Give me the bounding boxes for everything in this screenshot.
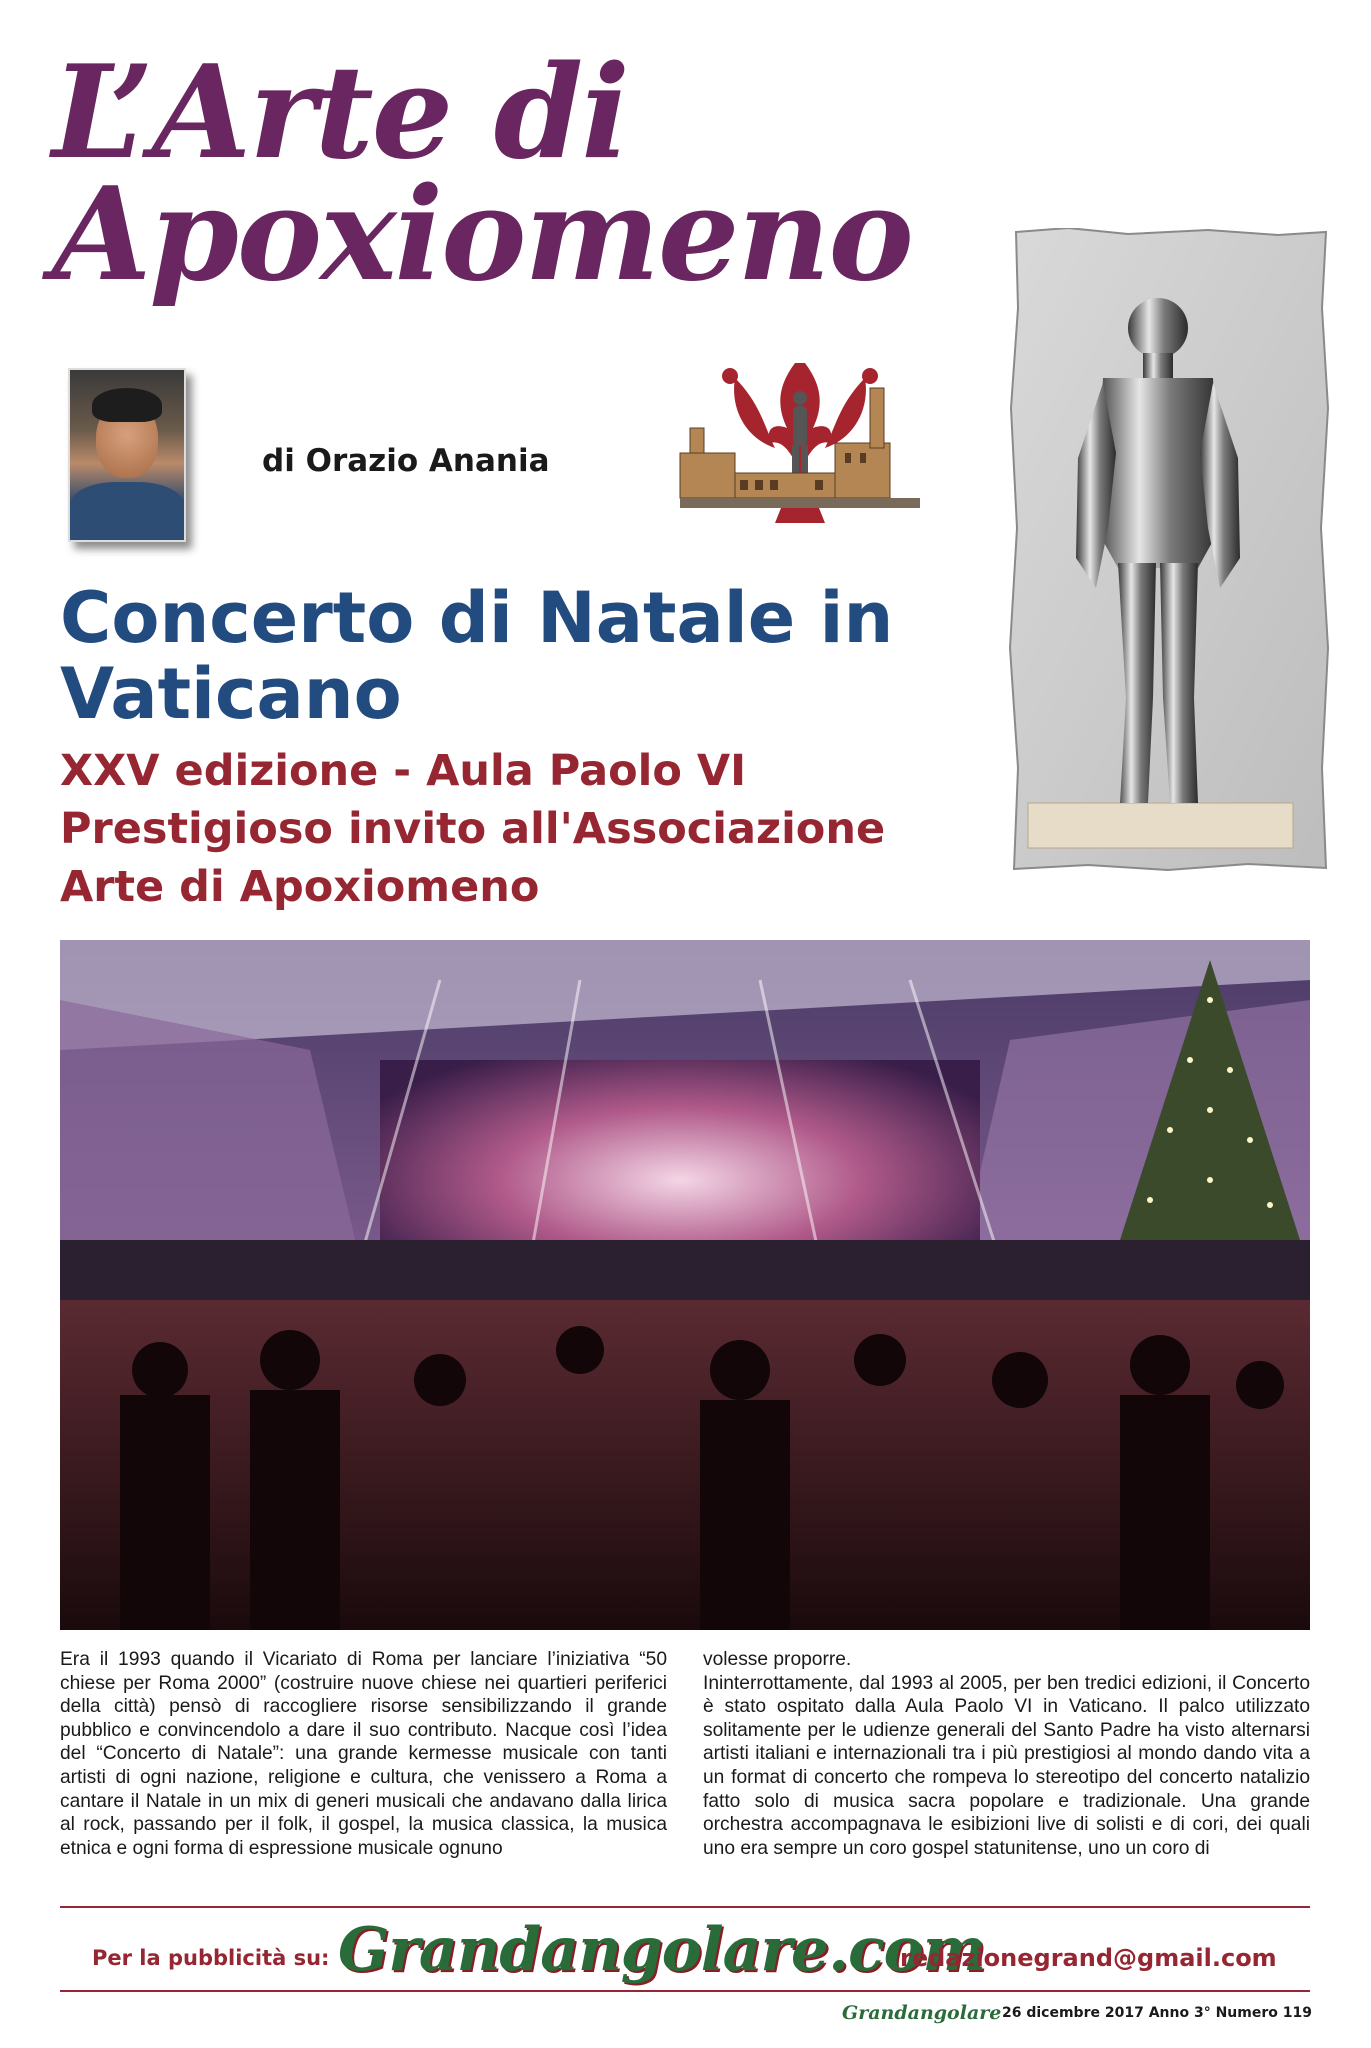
author-photo bbox=[68, 368, 186, 542]
footer-rule-top bbox=[60, 1906, 1310, 1908]
footer-brand: Grandangolare bbox=[842, 2002, 1002, 2024]
subhead-line-2: Prestigioso invito all'Associazione bbox=[60, 804, 886, 854]
article-paragraph: Ininterrottamente, dal 1993 al 2005, per ben tredici edizioni, il Concerto è stato ospitato dalla Aula Paolo VI in Vaticano. Il palco utilizzato solitamente per le udienze generali del Santo Padre ha visto alternarsi artisti italiani e internazionali tra i più prestigiosi al mondo dando vita a un format di concerto che rompeva lo stereotipo del concerto natalizio fatto solo di musica sacra popolare e tradizionale. Una grande orchestra accompagnava le esibizioni live di solisti e di cori, dei quali uno era sempre un coro gospel statunitense, uno un coro di bbox=[703, 1672, 1310, 1859]
statue-photo bbox=[1008, 228, 1332, 873]
headline: Concerto di Natale in Vaticano bbox=[60, 577, 894, 735]
article-body bbox=[60, 1648, 1310, 1888]
masthead-line-1: L’Arte di bbox=[52, 38, 628, 188]
article-column-2 bbox=[703, 1648, 1310, 1888]
article-paragraph: volesse proporre. bbox=[703, 1649, 852, 1670]
concert-photo bbox=[60, 940, 1310, 1630]
ad-label: Per la pubblicità su: bbox=[92, 1946, 330, 1970]
florence-emblem-logo bbox=[675, 348, 925, 538]
masthead-line-2: Apoxiomeno bbox=[52, 160, 912, 310]
article-paragraph: Era il 1993 quando il Vicariato di Roma per lanciare l’iniziativa “50 chiese per Roma 2000” (costruire nuove chiese nei quartieri periferici della città) pensò di raccogliere risorse sensibilizzando il grande pubblico e convincendolo a dare il suo contributo. Nacque così l’idea del “Concerto di Natale”: una grande kermesse musicale con tanti artisti di ogni nazione, religione e cultura, che venissero a Roma a cantare il Natale in un mix di generi musicali che andavano dalla lirica al rock, passando per il folk, il gospel, la musica classica, la musica etnica e ogni forma di espressione musicale ognuno bbox=[60, 1649, 667, 1859]
byline: di Orazio Anania bbox=[262, 443, 550, 479]
subhead-line-3: Arte di Apoxiomeno bbox=[60, 862, 540, 912]
footer-issue-info: 26 dicembre 2017 Anno 3° Numero 119 bbox=[1002, 2005, 1312, 2021]
article-column-1 bbox=[60, 1648, 667, 1888]
masthead-title bbox=[52, 38, 952, 310]
footer-rule-bottom bbox=[60, 1990, 1310, 1992]
ad-email-link[interactable]: redazionegrand@gmail.com bbox=[900, 1944, 1277, 1972]
subhead-line-1: XXV edizione - Aula Paolo VI bbox=[60, 746, 747, 796]
subheadlines bbox=[60, 742, 1020, 916]
ad-site-link[interactable]: Grandangolare.com bbox=[338, 1915, 986, 1985]
